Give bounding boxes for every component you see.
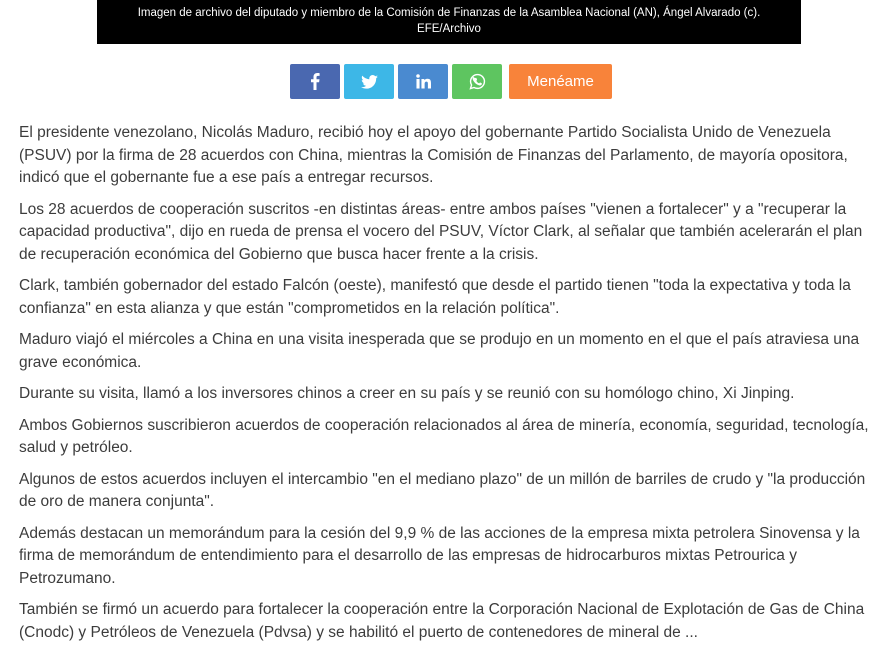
article-paragraph: El presidente venezolano, Nicolás Maduro, recibió hoy el apoyo del gobernante Partido Socialista Unido de Venezuela (PSUV) por la firma de 28 acuerdos con China, mientras la Comisión de Finanzas del Parlamento, de mayoría opositora, indicó que el gobernante fue a ese país a entregar recursos. (19, 124, 848, 186)
article-paragraph: Los 28 acuerdos de cooperación suscritos -en distintas áreas- entre ambos países "vienen a fortalecer" y a "recuperar la capacidad productiva", dijo en rueda de prensa el vocero del PSUV, Víctor Clark, al señalar que también acelerarán el plan de recuperación económica del Gobierno que busca hacer frente a la crisis. (19, 200, 863, 263)
article-paragraph: Maduro viajó el miércoles a China en una visita inesperada que se produjo en un momento en el que el país atraviesa una grave económica. (19, 331, 860, 371)
share-linkedin-button[interactable] (398, 64, 448, 99)
share-facebook-button[interactable] (290, 64, 340, 99)
article-paragraph: Además destacan un memorándum para la cesión del 9,9 % de las acciones de la empresa mixta petrolera Sinovensa y la firma de memorándum de entendimiento para el desarrollo de las empresas de hidrocarburos mixtas Petrourica y Petrozumano. (19, 524, 860, 587)
linkedin-icon (416, 74, 431, 89)
share-twitter-button[interactable] (344, 64, 394, 99)
photo-caption (97, 0, 801, 44)
article-body (19, 122, 881, 653)
photo-caption-text: Imagen de archivo del diputado y miembro de la Comisión de Finanzas de la Asamblea Nacional (AN), Ángel Alvarado (c). (137, 7, 761, 19)
photo-caption-credit: EFE/Archivo (417, 23, 481, 35)
share-whatsapp-button[interactable] (452, 64, 502, 99)
facebook-icon (310, 73, 320, 90)
whatsapp-icon (469, 73, 486, 90)
share-bar (290, 64, 612, 99)
share-meneame-button[interactable]: Menéame (509, 64, 612, 99)
article-paragraph: Ambos Gobiernos suscribieron acuerdos de cooperación relacionados al área de minería, economía, seguridad, tecnología, salud y petróleo. (19, 416, 869, 456)
article-paragraph: También se firmó un acuerdo para fortalecer la cooperación entre la Corporación Nacional de Explotación de Gas de China (Cnodc) y Petróleos de Venezuela (Pdvsa) y se habilitó el puerto de contenedores de mineral de ... (19, 601, 865, 641)
article-paragraph: Clark, también gobernador del estado Falcón (oeste), manifestó que desde el partido tienen "toda la expectativa y toda la confianza" en esta alianza y que están "comprometidos en la relación política". (19, 277, 851, 317)
article-paragraph: Algunos de estos acuerdos incluyen el intercambio "en el mediano plazo" de un millón de barriles de crudo y "la producción de oro de manera conjunta". (19, 470, 866, 510)
twitter-icon (361, 75, 378, 89)
article-paragraph: Durante su visita, llamó a los inversores chinos a creer en su país y se reunió con su homólogo chino, Xi Jinping. (19, 385, 795, 402)
